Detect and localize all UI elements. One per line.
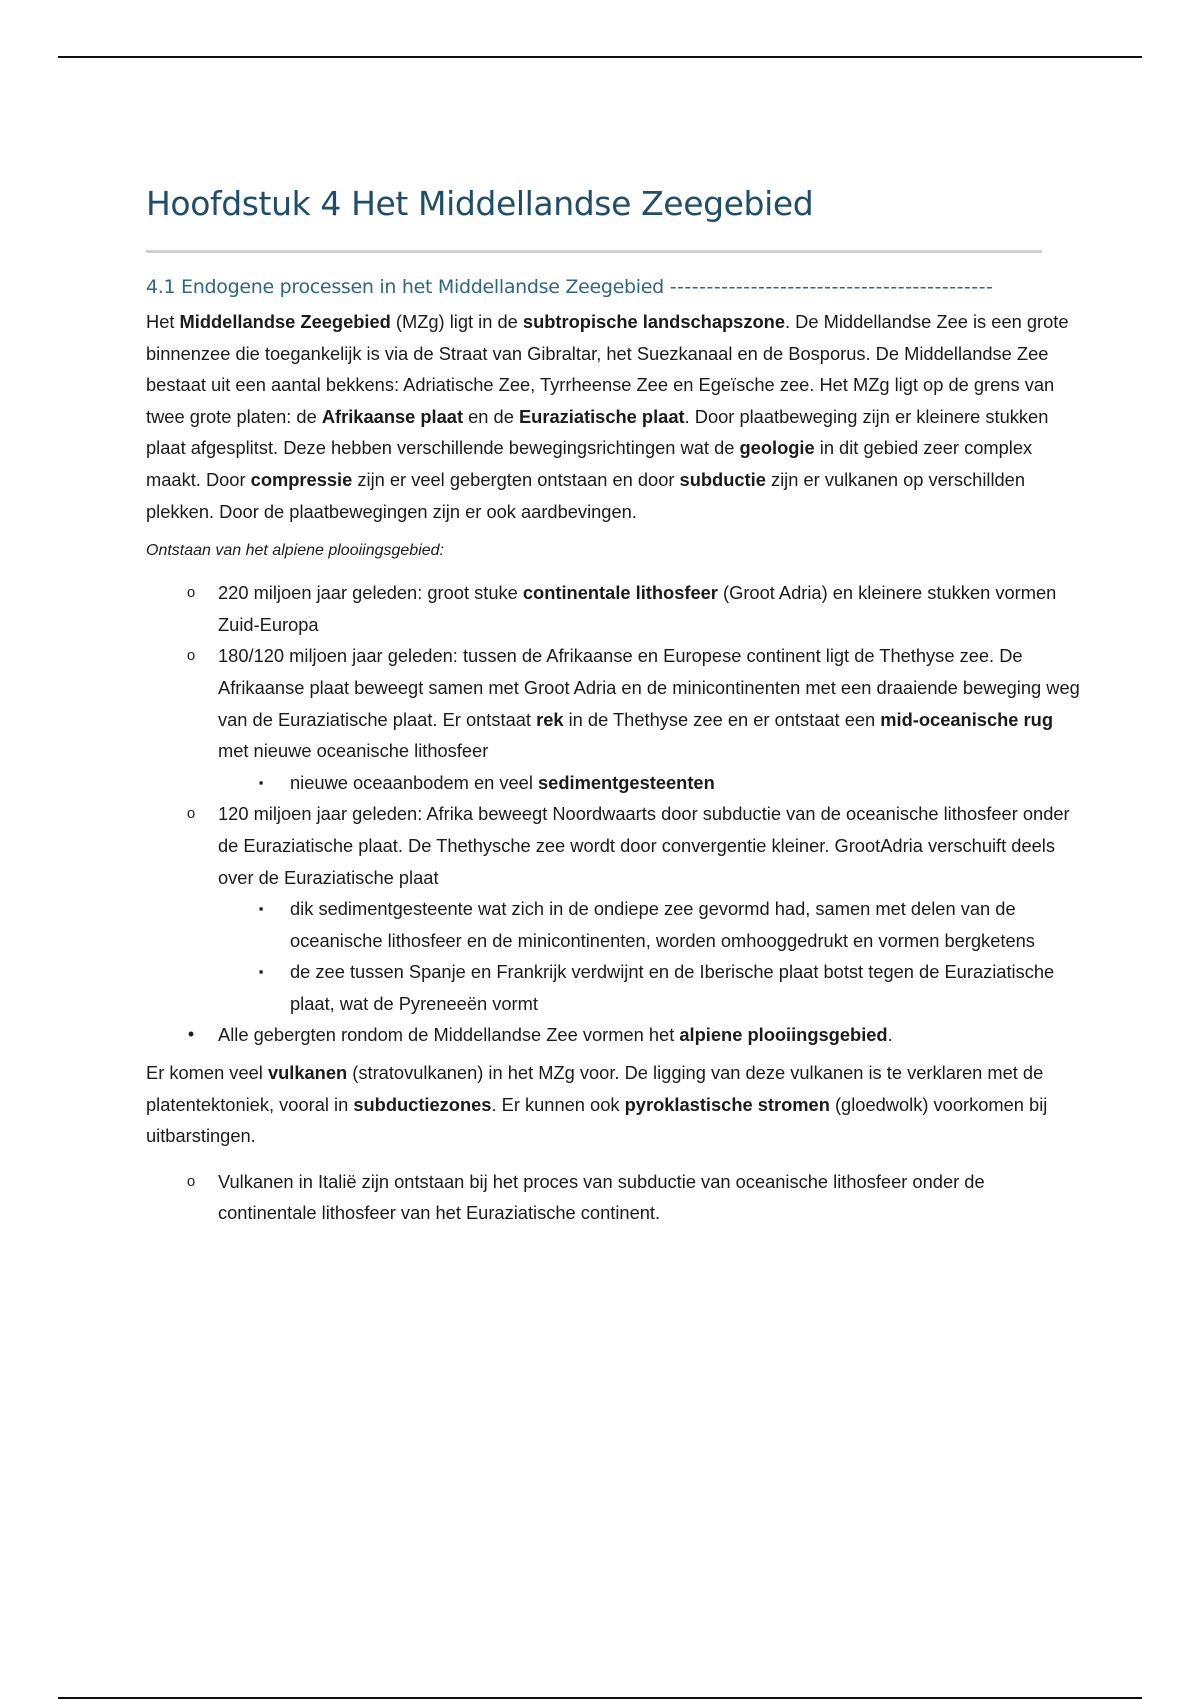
text-run: . Er kunnen ook — [491, 1093, 625, 1115]
bold-term: sedimentgesteenten — [538, 771, 715, 793]
text-run: zijn er vulkanen op verschillden plekken. Door de plaatbewegingen zijn er ook aardbevingen. — [146, 468, 1026, 522]
hollow-bullet-icon: o — [186, 1172, 196, 1190]
list-item — [146, 577, 1086, 640]
square-bullet-icon: ▪ — [258, 964, 264, 980]
list-item — [146, 1166, 1086, 1229]
text-run: . Door plaatbeweging zijn er kleinere stukken plaat afgesplitst. Deze hebben verschillende bewegingsrichtingen wat de — [146, 405, 1049, 459]
chapter-title: Hoofdstuk 4 Het Middellandse Zeegebied — [146, 184, 814, 223]
text-run: Het — [146, 311, 180, 332]
bold-term: pyroklastische stromen — [624, 1093, 830, 1115]
document-body — [146, 182, 1086, 1229]
list-item — [146, 798, 1086, 1019]
bold-term: Afrikaanse plaat — [321, 405, 464, 427]
title-underline — [146, 250, 1042, 253]
square-bullet-icon: ▪ — [258, 774, 264, 790]
text-run: in dit gebied zeer complex maakt. Door — [146, 437, 1033, 490]
section-heading-label: 4.1 Endogene processen in het Middellandse Zeegebied — [146, 276, 664, 298]
text-run: (stratovulkanen) in het MZg voor. De ligging van deze vulkanen is te verklaren met de platentektoniek, vooral in — [146, 1062, 1044, 1115]
text-run: de zee tussen Spanje en Frankrijk verdwijnt en de Iberische plaat botst tegen de Euraziatische plaat, wat de Pyreneeën vormt — [290, 961, 1055, 1014]
hollow-bullet-icon: o — [186, 647, 196, 665]
bold-term: alpiene plooiingsgebied — [679, 1024, 888, 1046]
sub-list-item — [146, 767, 1086, 799]
bold-term: subductiezones — [353, 1093, 492, 1115]
hollow-bullet-icon: o — [186, 805, 196, 823]
solid-bullet-icon: • — [187, 1024, 195, 1045]
sub-list — [218, 893, 1086, 1019]
bold-term: rek — [536, 708, 564, 730]
footer-rule — [58, 1697, 1142, 1699]
bold-term: vulkanen — [267, 1062, 348, 1084]
bold-term: compressie — [250, 468, 353, 490]
text-run: (MZg) ligt in de — [390, 311, 523, 332]
text-run: 180/120 miljoen jaar geleden: tussen de Afrikaanse en Europese continent ligt de Thethyse zee. De Afrikaanse plaat beweegt samen met Groot Adria en de minicontinenten met een draaiende beweging weg van de Euraziatische plaat. Er ontstaat — [218, 645, 1080, 730]
text-run: . De Middellandse Zee is een grote binnenzee die toegankelijk is via de Straat van Gibraltar, het Suezkanaal en de Bosporus. De Middellandse Zee bestaat uit een aantal bekkens: Adriatische Zee, Tyrrheense Zee en Egeïsche zee. Het MZg ligt op de grens van twee grote platen: de — [146, 311, 1069, 427]
text-run: . — [887, 1024, 893, 1046]
text-run: Er komen veel — [146, 1062, 268, 1084]
bold-term: Middellandse Zeegebied — [179, 311, 391, 332]
text-run: Alle gebergten rondom de Middellandse Zee vormen het — [218, 1024, 680, 1046]
text-run: en de — [463, 405, 519, 427]
bold-term: subtropische landschapszone — [522, 311, 785, 332]
bold-term: Euraziatische plaat — [518, 405, 685, 427]
hollow-bullet-icon: o — [186, 584, 196, 602]
text-run: 220 miljoen jaar geleden: groot stuke — [218, 582, 523, 604]
text-run: (Groot Adria) en kleinere stukken vormen Zuid-Europa — [218, 582, 1057, 635]
text-run: (gloedwolk) voorkomen bij uitbarstingen. — [146, 1093, 1048, 1147]
section-heading-dashes: -------------------------------------------- — [669, 276, 994, 298]
bold-term: geologie — [739, 437, 815, 459]
text-run: Vulkanen in Italië zijn ontstaan bij het proces van subductie van oceanische lithosfeer onder de continentale lithosfeer van het Euraziatische continent. — [218, 1170, 985, 1224]
sub-list — [218, 767, 1086, 799]
sub-list-item — [146, 893, 1086, 956]
bold-term: mid-oceanische rug — [880, 708, 1053, 730]
text-run: met nieuwe oceanische lithosfeer — [218, 740, 489, 762]
text-run: 120 miljoen jaar geleden: Afrika beweegt Noordwaarts door subductie van de oceanische lithosfeer onder de Euraziatische plaat. De Thethysche zee wordt door convergentie kleiner. GrootAdria verschuift deels over de Euraziatische plaat — [218, 803, 1070, 888]
square-bullet-icon: ▪ — [258, 901, 264, 917]
intro-paragraph — [146, 306, 1086, 527]
text-run: zijn er veel gebergten ontstaan en door — [352, 468, 680, 490]
text-run: nieuwe oceaanbodem en veel — [290, 771, 538, 793]
list-caption: Ontstaan van het alpiene plooiingsgebied: — [146, 542, 444, 560]
sub-list-item — [146, 956, 1086, 1019]
bold-term: subductie — [679, 468, 766, 490]
volcano-list — [146, 1166, 1086, 1229]
text-run: dik sedimentgesteente wat zich in de ondiepe zee gevormd had, samen met delen van de oceanische lithosfeer en de minicontinenten, worden omhooggedrukt en vormen bergketens — [290, 898, 1035, 951]
section-heading — [146, 274, 1086, 300]
text-run: in de Thethyse zee en er ontstaat een — [563, 708, 881, 730]
header-rule — [58, 56, 1142, 58]
formation-list — [146, 577, 1086, 1051]
list-item — [146, 1019, 1086, 1051]
volcano-paragraph — [146, 1057, 1086, 1152]
bold-term: continentale lithosfeer — [522, 582, 718, 604]
list-item — [146, 640, 1086, 798]
